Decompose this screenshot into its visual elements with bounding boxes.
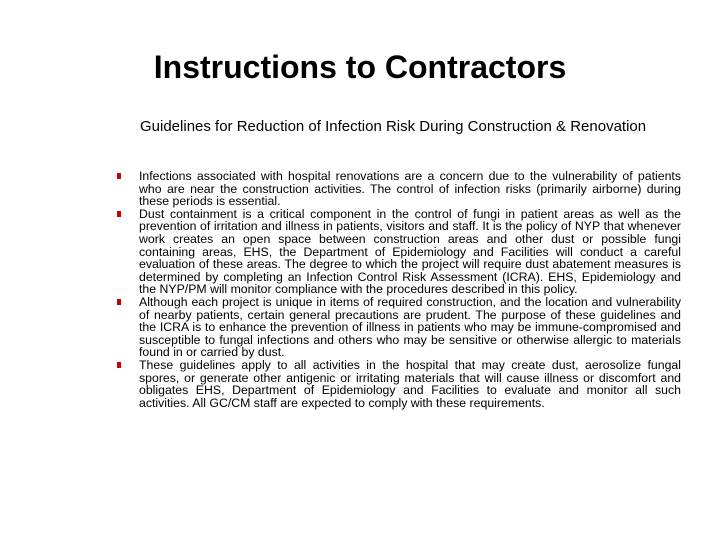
slide-subtitle: Guidelines for Reduction of Infection Risk During Construction & Renovation bbox=[140, 118, 647, 135]
bullet-text: These guidelines apply to all activities in the hospital that may create dust, aerosolize fungal spores, or generate other antigenic or irritating materials that will cause illness or discomfort and obligates EHS, Department of Epidemiology and Facilities to evaluate and monitor all such activities. All GC/CM staff are expected to comply with these requirements. bbox=[139, 357, 681, 410]
bullet-text: Infections associated with hospital renovations are a concern due to the vulnerability of patients who are near the construction activities. The control of infection risks (primarily airborne) during these periods is essential. bbox=[139, 169, 681, 209]
bullet-item bbox=[0, 208, 681, 296]
square-bullet-icon bbox=[117, 362, 121, 368]
bullet-text: Dust containment is a critical component in the control of fungi in patient areas as well as the prevention of irritation and illness in patients, visitors and staff. It is the policy of NYP that whenever work creates an open space between construction areas and other dust or possible fungi containing areas, EHS, the Department of Epidemiology and Facilities will conduct a careful evaluation of these areas. The degree to which the project will require dust abatement measures is determined by completing an Infection Control Risk Assessment (ICRA). EHS, Epidemiology and the NYP/PM will monitor compliance with the procedures described in this policy. bbox=[139, 206, 681, 297]
square-bullet-icon bbox=[117, 299, 121, 305]
square-bullet-icon bbox=[117, 173, 121, 179]
bullet-text: Although each project is unique in items of required construction, and the location and vulnerability of nearby patients, certain general precautions are prudent. The purpose of these guidelines and the ICRA is to enhance the prevention of illness in patients who may be immune-compromised and susceptible to fungal infections and others who may be sensitive or otherwise allergic to materials found in or carried by dust. bbox=[139, 294, 681, 360]
slide-title: Instructions to Contractors bbox=[153, 49, 567, 85]
bullet-list bbox=[0, 170, 720, 409]
bullet-item bbox=[0, 170, 681, 208]
bullet-item bbox=[0, 359, 681, 409]
square-bullet-icon bbox=[117, 211, 121, 217]
bullet-item bbox=[0, 296, 681, 359]
